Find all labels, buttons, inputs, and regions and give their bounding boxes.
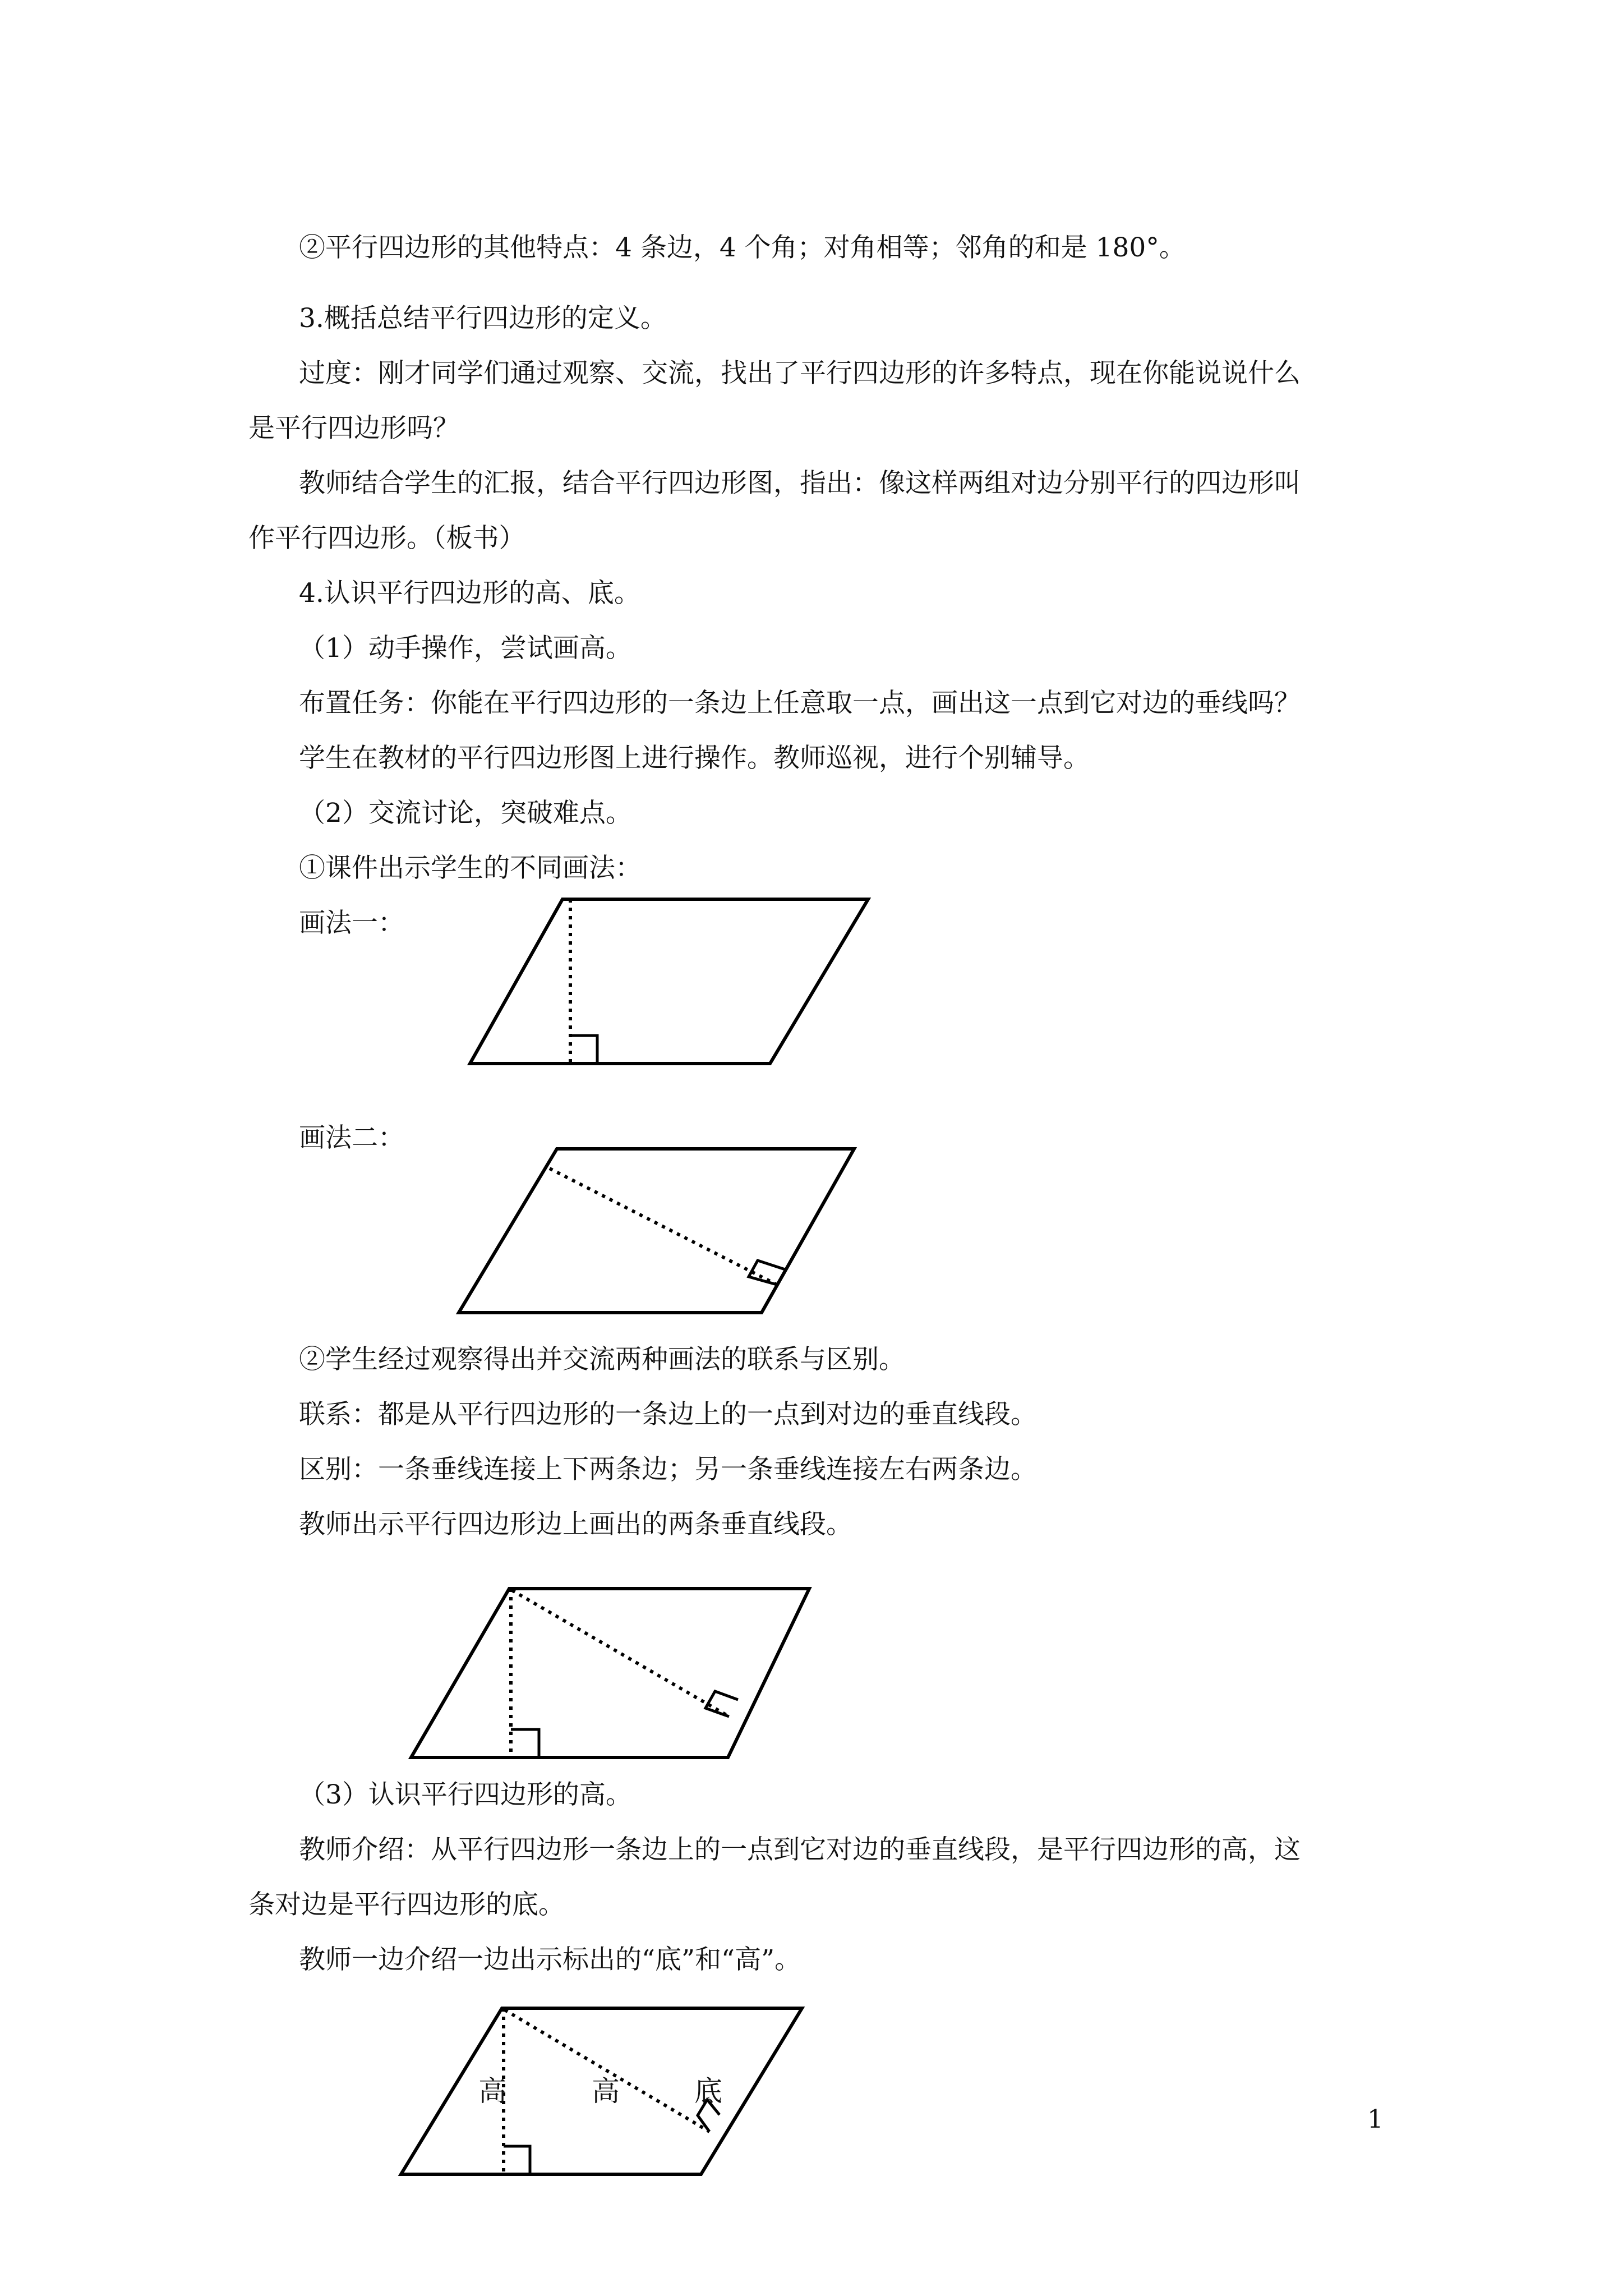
label-base: 底 (694, 2075, 722, 2108)
label-height-slanted: 高 (592, 2075, 620, 2108)
page-number: 1 (1367, 2104, 1384, 2134)
text-line-14: 画法二： (299, 1122, 404, 1153)
text-line-10: 学生在教材的平行四边形图上进行操作。教师巡视，进行个别辅导。 (299, 743, 1090, 774)
text-line-4: 是平行四边形吗？ (248, 413, 459, 444)
text-line-5: 教师结合学生的汇报，结合平行四边形图，指出：像这样两组对边分别平行的四边形叫 (299, 468, 1301, 499)
text-line-22: 教师一边介绍一边出示标出的“底”和“高”。 (299, 1944, 801, 1975)
text-line-15: ②学生经过观察得出并交流两种画法的联系与区别。 (299, 1344, 905, 1375)
text-line-21: 条对边是平行四边形的底。 (248, 1889, 565, 1920)
text-line-20: 教师介绍：从平行四边形一条边上的一点到它对边的垂直线段，是平行四边形的高，这 (299, 1834, 1301, 1865)
text-line-12: ①课件出示学生的不同画法： (299, 853, 642, 884)
text-line-8: （1）动手操作，尝试画高。 (299, 633, 632, 664)
text-line-1: ②平行四边形的其他特点：4 条边，4 个角；对角相等；邻角的和是 180°。 (299, 232, 1186, 263)
text-line-19: （3）认识平行四边形的高。 (299, 1779, 632, 1810)
text-line-9: 布置任务：你能在平行四边形的一条边上任意取一点，画出这一点到它对边的垂线吗？ (299, 688, 1301, 719)
text-line-17: 区别：一条垂线连接上下两条边；另一条垂线连接左右两条边。 (299, 1454, 1037, 1485)
text-line-7: 4.认识平行四边形的高、底。 (299, 578, 640, 609)
text-line-6: 作平行四边形。（板书） (248, 523, 525, 554)
text-line-16: 联系：都是从平行四边形的一条边上的一点到对边的垂直线段。 (299, 1399, 1037, 1430)
text-line-3: 过度：刚才同学们通过观察、交流，找出了平行四边形的许多特点，现在你能说说什么 (299, 358, 1301, 389)
text-line-2: 3.概括总结平行四边形的定义。 (299, 303, 667, 334)
text-line-13: 画法一： (299, 908, 404, 938)
text-line-11: （2）交流讨论，突破难点。 (299, 798, 632, 829)
label-height-vertical: 高 (478, 2075, 506, 2108)
text-line-18: 教师出示平行四边形边上画出的两条垂直线段。 (299, 1509, 852, 1540)
